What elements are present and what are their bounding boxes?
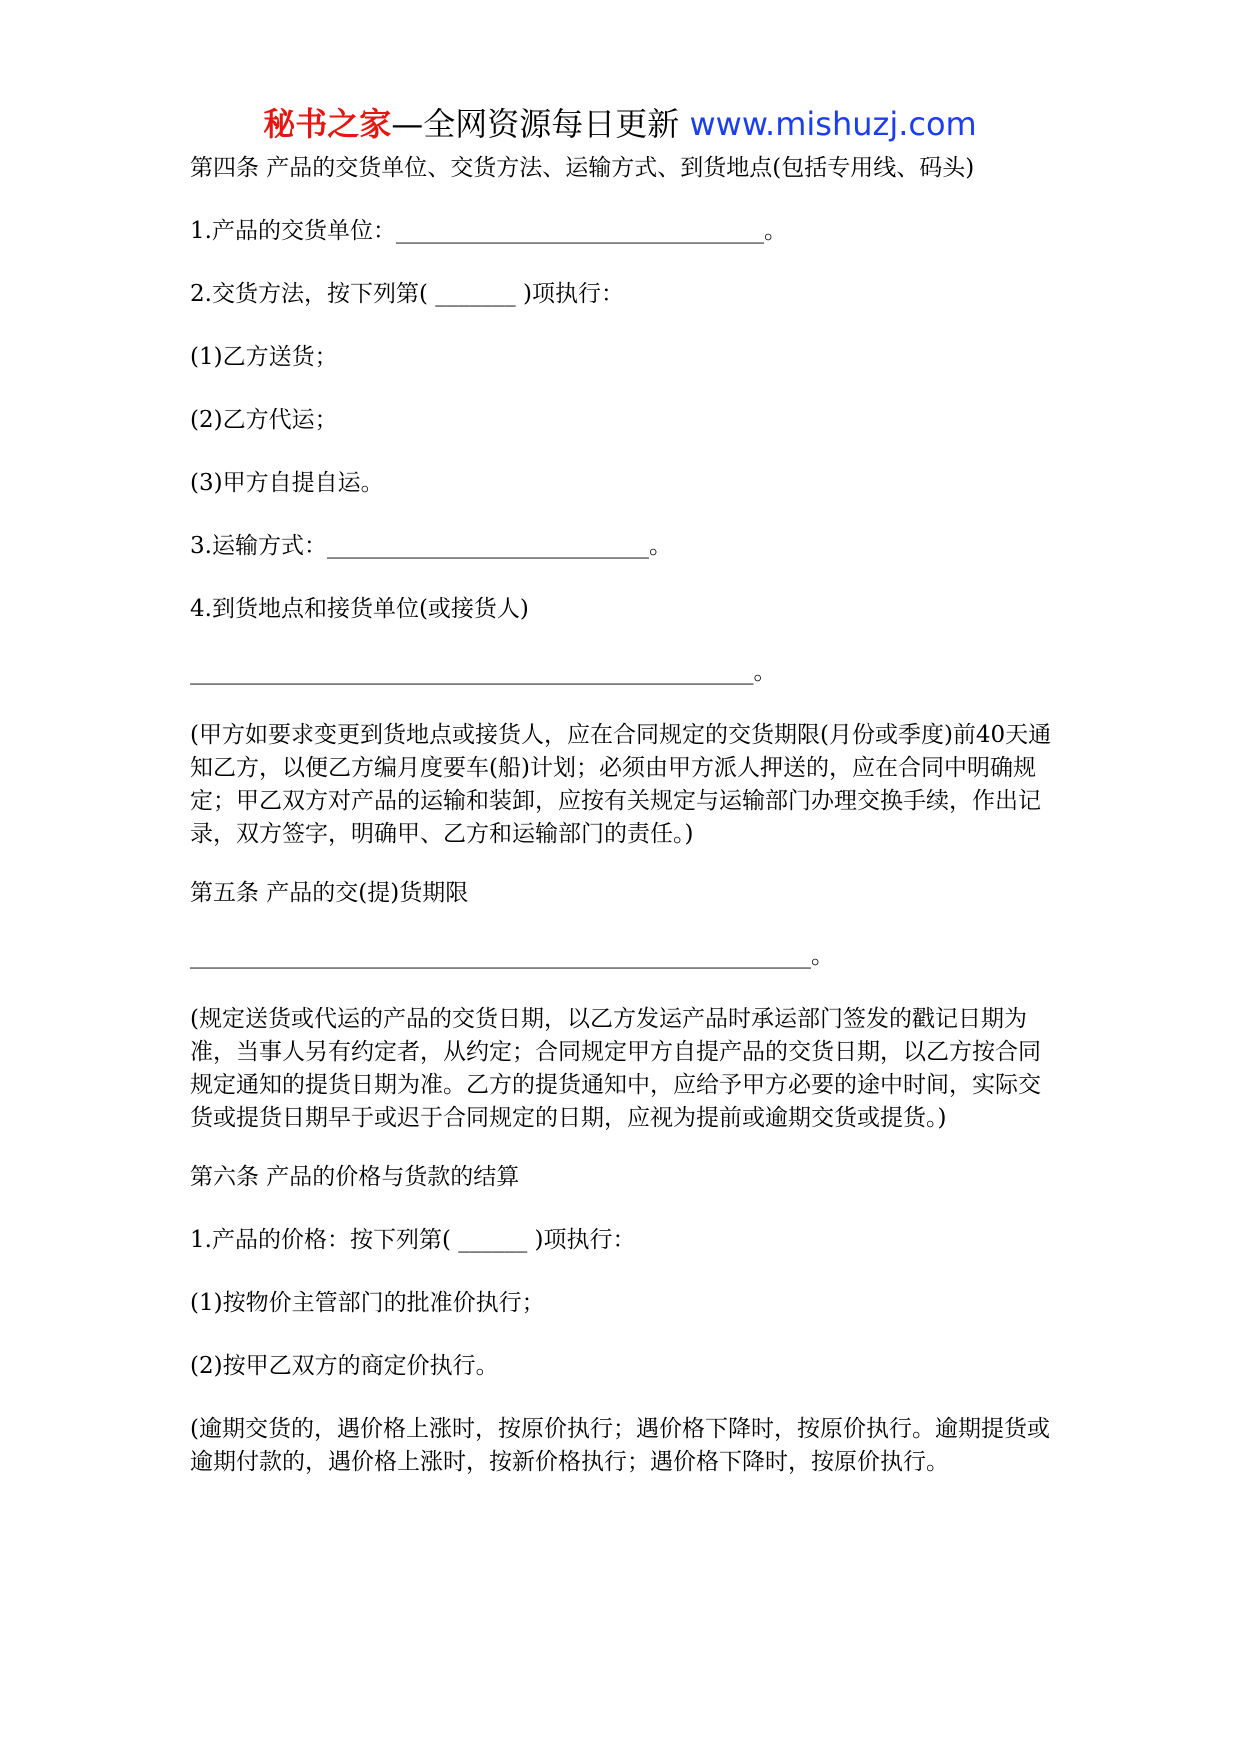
article-6-item-1: 1.产品的价格：按下列第( ______ )项执行：	[190, 1227, 636, 1253]
article-4-item-4: 4.到货地点和接货单位(或接货人)	[190, 596, 529, 622]
header-slogan: —全网资源每日更新	[391, 105, 680, 143]
article-4-item-1: 1.产品的交货单位：________________________________。	[190, 218, 787, 244]
document-body	[190, 152, 1060, 1479]
article-4-item-4-blank: _________________________________________________。	[190, 659, 777, 685]
article-5-blank: ______________________________________________________。	[190, 943, 834, 969]
article-4-option-2: (2)乙方代运；	[190, 407, 338, 433]
article-6-title: 第六条 产品的价格与货款的结算	[190, 1164, 520, 1190]
article-5-note: (规定送货或代运的产品的交货日期，以乙方发运产品时承运部门签发的戳记日期为准，当事人另有约定者，从约定；合同规定甲方自提产品的交货日期，以乙方按合同规定通知的提货日期为准。乙方的提货通知中，应给予甲方必要的途中时间，实际交货或提货日期早于或迟于合同规定的日期，应视为提前或逾期交货或提货。)	[190, 1006, 1041, 1131]
article-4-title: 第四条 产品的交货单位、交货方法、运输方式、到货地点(包括专用线、码头)	[190, 155, 975, 181]
site-header	[0, 100, 1240, 148]
article-4-option-1: (1)乙方送货；	[190, 344, 338, 370]
article-4-option-3: (3)甲方自提自运。	[190, 470, 384, 496]
header-url-link[interactable]: www.mishuzj.com	[689, 105, 977, 143]
article-5-title: 第五条 产品的交(提)货期限	[190, 880, 469, 906]
article-4-item-3: 3.运输方式：____________________________。	[190, 533, 672, 559]
article-4-note: (甲方如要求变更到货地点或接货人，应在合同规定的交货期限(月份或季度)前40天通知乙方，以便乙方编月度要车(船)计划；必须由甲方派人押送的，应在合同中明确规定；甲乙双方对产品的运输和装卸，应按有关规定与运输部门办理交换手续，作出记录，双方签字，明确甲、乙方和运输部门的责任。)	[190, 722, 1052, 847]
article-6-note: (逾期交货的，遇价格上涨时，按原价执行；遇价格下降时，按原价执行。逾期提货或逾期付款的，遇价格上涨时，按新价格执行；遇价格下降时，按原价执行。	[190, 1416, 1050, 1475]
article-6-option-2: (2)按甲乙双方的商定价执行。	[190, 1353, 499, 1379]
brand-name: 秘书之家	[263, 105, 392, 143]
article-6-option-1: (1)按物价主管部门的批准价执行；	[190, 1290, 545, 1316]
article-4-item-2: 2.交货方法，按下列第( _______ )项执行：	[190, 281, 625, 307]
